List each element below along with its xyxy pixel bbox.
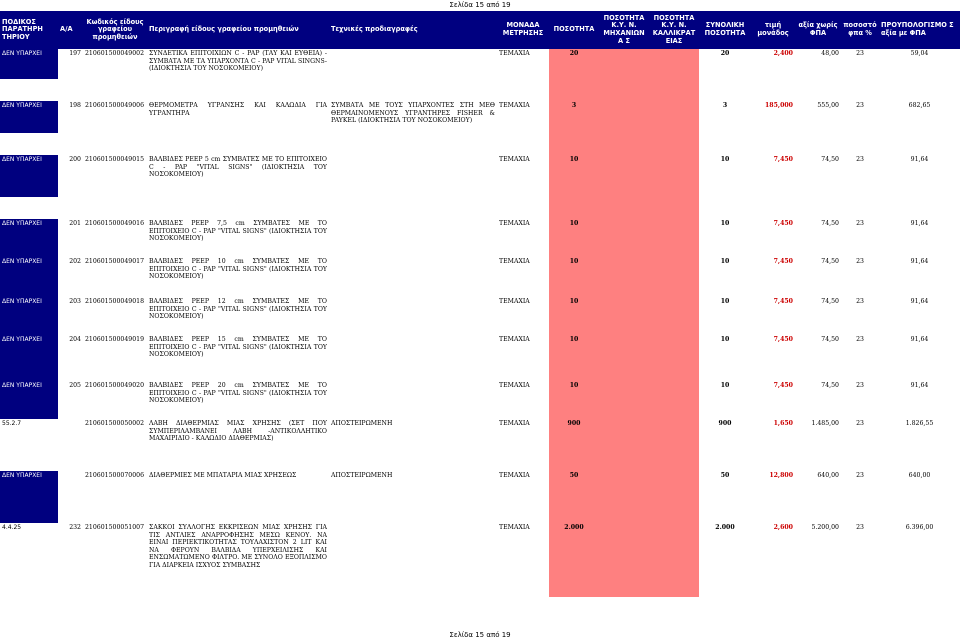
observatory-code-cell: ΔΕΝ ΥΠΑΡΧΕΙ <box>0 335 58 381</box>
table-row <box>0 419 960 471</box>
total-qty-cell: 10 <box>720 336 730 343</box>
observatory-code-cell: ΔΕΝ ΥΠΑΡΧΕΙ <box>0 297 58 335</box>
table-row <box>0 101 960 133</box>
value-no-vat-cell: 555,00 <box>817 102 839 109</box>
qty-kallikrateia-cell <box>649 49 699 79</box>
aa-cell: 201 <box>69 220 81 227</box>
header-cell: ΠΟΣΟΤΗΤΑ <box>549 11 599 49</box>
qty-cell: 10 <box>549 297 599 335</box>
aa-cell <box>58 419 83 471</box>
spec-cell: ΑΠΟΣΤΕΙΡΩΜΕΝΗ <box>331 420 393 427</box>
qty-cell: 10 <box>549 381 599 419</box>
table-row <box>0 335 960 381</box>
description-cell: ΛΑΒΗ ΔΙΑΘΕΡΜΙΑΣ ΜΙΑΣ ΧΡΗΣΗΣ (ΣΕΤ ΠΟΥ ΣΥΜΠΕΡΙΛΑΜΒΑΝΕΙ ΛΑΒΗ -ΑΝΤΙΚΟΛΛΗΤΙΚΟ ΜΑΧΑΙΡΙΔΙΟ - ΚΑΛΩΔΙΟ ΔΙΑΘΕΡΜΙΑΣ) <box>149 420 327 443</box>
qty-cell: 10 <box>549 219 599 257</box>
value-no-vat-cell: 74,50 <box>821 258 839 265</box>
qty-michaniona-cell <box>599 155 649 197</box>
spec-cell <box>329 257 497 297</box>
header-cell: τιμή μονάδος <box>751 11 795 49</box>
total-qty-cell: 10 <box>720 382 730 389</box>
vat-cell: 23 <box>856 156 864 163</box>
unit-price-cell: 2,600 <box>773 524 793 531</box>
header-cell: Κωδικός είδους γραφείου προμηθειών <box>83 11 147 49</box>
total-qty-cell: 900 <box>718 420 732 427</box>
observatory-code-cell: ΔΕΝ ΥΠΑΡΧΕΙ <box>0 101 58 133</box>
vat-cell: 23 <box>856 420 864 427</box>
value-no-vat-cell: 1.485,00 <box>811 420 839 427</box>
unit-cell: ΤΕΜΑΧΙΑ <box>499 220 530 227</box>
qty-michaniona-cell <box>599 219 649 257</box>
unit-price-cell: 1,650 <box>773 420 793 427</box>
budget-cell: 91,64 <box>910 258 929 265</box>
description-cell: ΒΑΛΒΙΔΕΣ PEEP 15 cm ΣΥΜΒΑΤΕΣ ΜΕ ΤΟ ΕΠΙΤΟΙΧΕΙΟ C - PAP "VITAL SIGNS" (ΙΔΙΟΚΤΗΣΙΑ ΤΟΥ ΝΟΣΟΚΟΜΕΙΟΥ) <box>149 336 327 359</box>
vat-cell: 23 <box>856 336 864 343</box>
qty-michaniona-cell <box>599 471 649 523</box>
budget-cell: 91,64 <box>910 298 929 305</box>
observatory-code-cell: ΔΕΝ ΥΠΑΡΧΕΙ <box>0 381 58 419</box>
item-code-cell: 210601500049018 <box>85 298 145 305</box>
spec-cell <box>329 49 497 79</box>
header-cell: ΠΟΣΟΤΗΤΑ Κ.Υ. Ν. ΚΑΛΛΙΚΡΑΤ ΕΙΑΣ <box>649 11 699 49</box>
table-row <box>0 49 960 79</box>
aa-cell: 204 <box>69 336 81 343</box>
total-qty-cell: 10 <box>720 298 730 305</box>
qty-kallikrateia-cell <box>649 419 699 471</box>
procurement-table <box>0 11 960 597</box>
qty-michaniona-cell <box>599 101 649 133</box>
value-no-vat-cell: 74,50 <box>821 382 839 389</box>
qty-cell: 2.000 <box>549 523 599 597</box>
table-row <box>0 257 960 297</box>
qty-michaniona-cell <box>599 49 649 79</box>
qty-cell: 10 <box>549 257 599 297</box>
table-row <box>0 297 960 335</box>
total-qty-cell: 10 <box>720 220 730 227</box>
spec-cell <box>329 335 497 381</box>
item-code-cell: 210601500049019 <box>85 336 145 343</box>
spec-cell <box>329 523 497 597</box>
item-code-cell: 210601500051007 <box>85 524 145 531</box>
observatory-code-cell: ΔΕΝ ΥΠΑΡΧΕΙ <box>0 49 58 79</box>
observatory-code-cell: ΔΕΝ ΥΠΑΡΧΕΙ <box>0 219 58 257</box>
table-row <box>0 219 960 257</box>
budget-cell: 91,64 <box>910 220 929 227</box>
description-cell: ΣΥΝΔΕΤΙΚΑ ΕΠΙΤΟΙΧΙΩΝ C - PAP (ΤΑΥ ΚΑΙ ΕΥΘΕΙΑ) - ΣΥΜΒΑΤΑ ΜΕ ΤΑ ΥΠΑΡΧΟΝΤΑ C - PAP VITAL SINGNS- (ΙΔΙΟΚΤΗΣΙΑ ΤΟΥ ΝΟΣΟΚΟΜΕΙΟΥ) <box>149 50 327 73</box>
value-no-vat-cell: 48,00 <box>821 50 839 57</box>
table-row <box>0 155 960 197</box>
header-cell: αξία χωρίς ΦΠΑ <box>795 11 841 49</box>
qty-kallikrateia-cell <box>649 257 699 297</box>
qty-kallikrateia-cell <box>649 523 699 597</box>
qty-kallikrateia-cell <box>649 381 699 419</box>
item-code-cell: 210601500049006 <box>85 102 145 109</box>
item-code-cell: 210601500049017 <box>85 258 145 265</box>
header-cell: Α/Α <box>58 11 83 49</box>
observatory-code-cell: ΔΕΝ ΥΠΑΡΧΕΙ <box>0 471 58 523</box>
vat-cell: 23 <box>856 258 864 265</box>
header-cell: ΠΟΣΟΤΗΤΑ Κ.Υ. Ν. ΜΗΧΑΝΙΩΝΑ Σ <box>599 11 649 49</box>
item-code-cell: 210601500049020 <box>85 382 145 389</box>
value-no-vat-cell: 74,50 <box>821 156 839 163</box>
unit-cell: ΤΕΜΑΧΙΑ <box>499 472 530 479</box>
budget-cell: 91,64 <box>910 336 929 343</box>
budget-cell: 1.826,55 <box>905 420 934 427</box>
value-no-vat-cell: 74,50 <box>821 220 839 227</box>
qty-michaniona-cell <box>599 419 649 471</box>
vat-cell: 23 <box>856 298 864 305</box>
spec-cell <box>329 155 497 197</box>
qty-michaniona-cell <box>599 297 649 335</box>
budget-cell: 6.396,00 <box>905 524 934 531</box>
unit-price-cell: 7,450 <box>773 336 793 343</box>
aa-cell <box>58 471 83 523</box>
unit-cell: ΤΕΜΑΧΙΑ <box>499 258 530 265</box>
observatory-code-cell: ΔΕΝ ΥΠΑΡΧΕΙ <box>0 257 58 297</box>
unit-cell: ΤΕΜΑΧΙΑ <box>499 156 530 163</box>
qty-cell: 20 <box>549 49 599 79</box>
vat-cell: 23 <box>856 382 864 389</box>
value-no-vat-cell: 5.200,00 <box>811 524 839 531</box>
observatory-code-cell: 55.2.7 <box>0 419 58 471</box>
unit-cell: ΤΕΜΑΧΙΑ <box>499 420 530 427</box>
spec-cell <box>329 297 497 335</box>
spec-cell: ΑΠΟΣΤΕΙΡΩΜΕΝΗ <box>331 472 393 479</box>
total-qty-cell: 50 <box>720 472 730 479</box>
observatory-code-cell: 4.4.25 <box>0 523 58 597</box>
qty-kallikrateia-cell <box>649 101 699 133</box>
header-cell: ΜΟΝΑΔΑ ΜΕΤΡΗΣΗΣ <box>497 11 549 49</box>
unit-cell: ΤΕΜΑΧΙΑ <box>499 298 530 305</box>
budget-cell: 682,65 <box>908 102 931 109</box>
budget-cell: 91,64 <box>910 382 929 389</box>
value-no-vat-cell: 74,50 <box>821 298 839 305</box>
header-cell: ΣΥΝΟΛΙΚΗ ΠΟΣΟΤΗΤΑ <box>699 11 751 49</box>
unit-cell: ΤΕΜΑΧΙΑ <box>499 382 530 389</box>
unit-price-cell: 7,450 <box>773 382 793 389</box>
item-code-cell: 210601500049015 <box>85 156 145 163</box>
unit-price-cell: 7,450 <box>773 156 793 163</box>
description-cell: ΒΑΛΒΙΔΕΣ PEEP 20 cm ΣΥΜΒΑΤΕΣ ΜΕ ΤΟ ΕΠΙΤΟΙΧΕΙΟ C - PAP "VITAL SIGNS" (ΙΔΙΟΚΤΗΣΙΑ ΤΟΥ ΝΟΣΟΚΟΜΕΙΟΥ) <box>149 382 327 405</box>
qty-kallikrateia-cell <box>649 155 699 197</box>
unit-cell: ΤΕΜΑΧΙΑ <box>499 336 530 343</box>
description-cell: ΘΕΡΜΟΜΕΤΡΑ ΥΓΡΑΝΣΗΣ ΚΑΙ ΚΑΛΩΔΙΑ ΓΙΑ ΥΓΡΑΝΤΗΡΑ <box>149 102 327 117</box>
spec-cell <box>329 219 497 257</box>
unit-price-cell: 7,450 <box>773 298 793 305</box>
vat-cell: 23 <box>856 524 864 531</box>
vat-cell: 23 <box>856 102 864 109</box>
spec-cell <box>329 381 497 419</box>
observatory-code-cell: ΔΕΝ ΥΠΑΡΧΕΙ <box>0 155 58 197</box>
aa-cell: 198 <box>69 102 81 109</box>
description-cell: ΒΑΛΒΙΔΕΣ PEEP 7,5 cm ΣΥΜΒΑΤΕΣ ΜΕ ΤΟ ΕΠΙΤΟΙΧΕΙΟ C - PAP "VITAL SIGNS" (ΙΔΙΟΚΤΗΣΙΑ ΤΟΥ ΝΟΣΟΚΟΜΕΙΟΥ) <box>149 220 327 243</box>
spacer-row <box>0 197 960 219</box>
aa-cell: 197 <box>69 50 81 57</box>
qty-kallikrateia-cell <box>649 335 699 381</box>
header-cell: Περιγραφή είδους γραφείου προμηθειών <box>147 11 329 49</box>
unit-cell: ΤΕΜΑΧΙΑ <box>499 524 530 531</box>
aa-cell: 205 <box>69 382 81 389</box>
unit-price-cell: 12,800 <box>769 472 793 479</box>
budget-cell: 91,64 <box>910 156 929 163</box>
header-cell: ΠΟΔΙΚΟΣ ΠΑΡΑΤΗΡΗ ΤΗΡΙΟΥ <box>0 11 58 49</box>
vat-cell: 23 <box>856 220 864 227</box>
total-qty-cell: 3 <box>722 102 728 109</box>
qty-michaniona-cell <box>599 523 649 597</box>
qty-cell: 3 <box>549 101 599 133</box>
table-header-row <box>0 11 960 49</box>
unit-cell: ΤΕΜΑΧΙΑ <box>499 102 530 109</box>
description-cell: ΒΑΛΒΙΔΕΣ PEEP 5 cm ΣΥΜΒΑΤΕΣ ΜΕ ΤΟ ΕΠΙΤΟΙΧΕΙΟ C - PAP "VITAL SIGNS" (ΙΔΙΟΚΤΗΣΙΑ ΤΟΥ ΝΟΣΟΚΟΜΕΙΟΥ) <box>149 156 327 179</box>
spec-cell: ΣΥΜΒΑΤΑ ΜΕ ΤΟΥΣ ΥΠΑΡΧΟΝΤΕΣ ΣΤΗ ΜΕΘ ΘΕΡΜΑΙΝΟΜΕΝΟΥΣ ΥΓΡΑΝΤΗΡΕΣ FISHER & PAYKEL (ΙΔΙΟΚΤΗΣΙΑ ΤΟΥ ΝΟΣΟΚΟΜΕΙΟΥ) <box>331 102 495 125</box>
item-code-cell: 210601500049016 <box>85 220 145 227</box>
unit-price-cell: 7,450 <box>773 220 793 227</box>
unit-price-cell: 185,000 <box>765 102 793 109</box>
total-qty-cell: 2.000 <box>715 524 735 531</box>
aa-cell: 203 <box>69 298 81 305</box>
total-qty-cell: 10 <box>720 258 730 265</box>
unit-price-cell: 7,450 <box>773 258 793 265</box>
qty-cell: 900 <box>549 419 599 471</box>
qty-cell: 10 <box>549 335 599 381</box>
budget-cell: 59,04 <box>910 50 929 57</box>
qty-michaniona-cell <box>599 257 649 297</box>
header-cell: ποσοστό φπα % <box>841 11 879 49</box>
item-code-cell: 210601500070006 <box>85 472 145 479</box>
table-row <box>0 471 960 523</box>
description-cell: ΒΑΛΒΙΔΕΣ PEEP 12 cm ΣΥΜΒΑΤΕΣ ΜΕ ΤΟ ΕΠΙΤΟΙΧΕΙΟ C - PAP "VITAL SIGNS" (ΙΔΙΟΚΤΗΣΙΑ ΤΟΥ ΝΟΣΟΚΟΜΕΙΟΥ) <box>149 298 327 321</box>
qty-kallikrateia-cell <box>649 297 699 335</box>
qty-cell: 10 <box>549 155 599 197</box>
qty-cell: 50 <box>549 471 599 523</box>
item-code-cell: 210601500050002 <box>85 420 145 427</box>
qty-michaniona-cell <box>599 335 649 381</box>
description-cell: ΔΙΑΘΕΡΜΙΕΣ ΜΕ ΜΠΑΤΑΡΙΑ ΜΙΑΣ ΧΡΗΣΕΩΣ <box>149 472 297 479</box>
unit-price-cell: 2,400 <box>773 50 793 57</box>
vat-cell: 23 <box>856 472 864 479</box>
table-row <box>0 381 960 419</box>
table-row <box>0 523 960 597</box>
value-no-vat-cell: 640,00 <box>817 472 839 479</box>
total-qty-cell: 10 <box>720 156 730 163</box>
page-footer: Σελίδα 15 από 19 <box>449 631 511 639</box>
aa-cell: 200 <box>69 156 81 163</box>
value-no-vat-cell: 74,50 <box>821 336 839 343</box>
qty-michaniona-cell <box>599 381 649 419</box>
page-header: Σελίδα 15 από 19 <box>449 1 511 9</box>
qty-kallikrateia-cell <box>649 219 699 257</box>
description-cell: ΣΑΚΚΟΙ ΣΥΛΛΟΓΗΣ ΕΚΚΡΙΣΕΩΝ ΜΙΑΣ ΧΡΗΣΗΣ ΓΙΑ ΤΙΣ ΑΝΤΛΙΕΣ ΑΝΑΡΡΟΦΗΣΗΣ ΜΕΣΩ ΚΕΝΟΥ. ΝΑ ΕΙΝΑΙ ΠΕΡΙΕΚΤΙΚΟΤΗΤΑΣ ΤΟΥΛΑΧΙΣΤΟΝ 2 LIT ΚΑΙ ΝΑ ΦΕΡΟΥΝ ΒΑΛΒΙΔΑ ΥΠΕΡΧΕΙΛΙΣΗΣ ΚΑΙ ΕΝΣΩΜΑΤΩΜΕΝΟ ΦΙΛΤΡΟ. ΜΕ ΣΥΝΟΛΟ ΕΞΟΠΛΙΣΜΟ ΓΙΑ ΔΙΑΡΚΕΙΑ ΙΣΧΥΟΣ ΣΥΜΒΑΣΗΣ <box>149 524 327 569</box>
item-code-cell: 210601500049002 <box>85 50 145 57</box>
budget-cell: 640,00 <box>908 472 931 479</box>
description-cell: ΒΑΛΒΙΔΕΣ PEEP 10 cm ΣΥΜΒΑΤΕΣ ΜΕ ΤΟ ΕΠΙΤΟΙΧΕΙΟ C - PAP "VITAL SIGNS" (ΙΔΙΟΚΤΗΣΙΑ ΤΟΥ ΝΟΣΟΚΟΜΕΙΟΥ) <box>149 258 327 281</box>
unit-cell: ΤΕΜΑΧΙΑ <box>499 50 530 57</box>
header-cell: Τεχνικές προδιαγραφές <box>329 11 497 49</box>
spacer-row <box>0 79 960 101</box>
aa-cell: 232 <box>69 524 81 531</box>
total-qty-cell: 20 <box>720 50 730 57</box>
aa-cell: 202 <box>69 258 81 265</box>
qty-kallikrateia-cell <box>649 471 699 523</box>
header-cell: ΠΡΟΥΠΟΛΟΓΙΣΜΟ Σ αξία με ΦΠΑ <box>879 11 960 49</box>
vat-cell: 23 <box>856 50 864 57</box>
spacer-row <box>0 133 960 155</box>
